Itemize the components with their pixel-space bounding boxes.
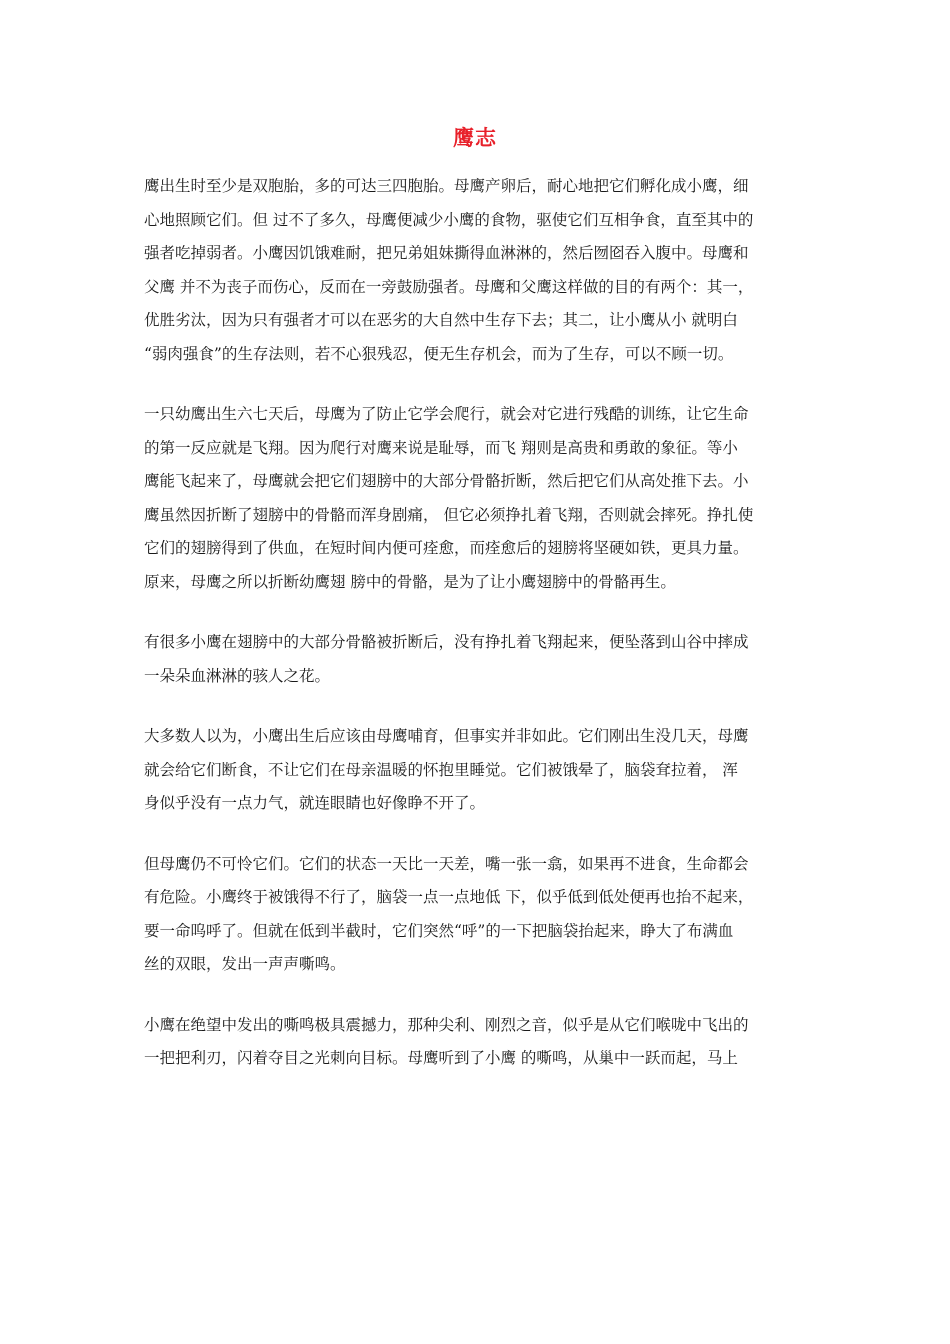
text-line: 强者吃掉弱者。小鹰因饥饿难耐，把兄弟姐妹撕得血淋淋的，然后囫囵吞入腹中。母鹰和 <box>144 244 749 262</box>
text-line: 小鹰在绝望中发出的嘶鸣极具震撼力，那种尖利、刚烈之音，似乎是从它们喉咙中飞出的 <box>144 1015 749 1034</box>
text-line: 一朵朵血淋淋的骇人之花。 <box>144 666 331 685</box>
text-line: 心地照顾它们。但 过不了多久，母鹰便减少小鹰的食物，驱使它们互相争食，直至其中的 <box>144 210 754 229</box>
text-line: 鹰能飞起来了，母鹰就会把它们翅膀中的大部分骨骼折断，然后把它们从高处推下去。小 <box>144 472 749 490</box>
text-line: 大多数人以为，小鹰出生后应该由母鹰哺育，但事实并非如此。它们刚出生没几天，母鹰 <box>144 727 749 745</box>
paragraph-spacer <box>144 371 816 398</box>
text-line: 要一命呜呼了。但就在低到半截时，它们突然“呼”的一下把脑袋抬起来，睁大了布满血 <box>144 921 734 940</box>
text-line: 的第一反应就是飞翔。因为爬行对鹰来说是耻辱，而飞 翔则是高贵和勇敢的象征。等小 <box>144 438 738 457</box>
text-line: 鹰虽然因折断了翅膀中的骨骼而浑身剧痛， 但它必须挣扎着飞翔，否则就会摔死。挣扎使 <box>144 505 754 524</box>
text-line: 鹰出生时至少是双胞胎，多的可达三四胞胎。母鹰产卵后，耐心地把它们孵化成小鹰，细 <box>144 177 749 195</box>
document-body <box>144 170 816 1076</box>
text-line: 优胜劣汰，因为只有强者才可以在恶劣的大自然中生存下去；其二，让小鹰从小 就明白 <box>144 311 738 329</box>
text-line: 身似乎没有一点力气，就连眼睛也好像睁不开了。 <box>144 794 486 812</box>
text-line: 一把把利刃，闪着夺目之光刺向目标。母鹰听到了小鹰 的嘶鸣，从巢中一跃而起，马上 <box>144 1049 738 1067</box>
paragraph-spacer <box>144 599 816 626</box>
text-line: 原来，母鹰之所以折断幼鹰翅 膀中的骨骼，是为了让小鹰翅膀中的骨骼再生。 <box>144 572 676 591</box>
paragraph-spacer <box>144 821 816 848</box>
paragraph-1 <box>144 170 816 371</box>
paragraph-4 <box>144 720 816 821</box>
text-line: 有危险。小鹰终于被饿得不行了，脑袋一点一点地低 下，似乎低到低处便再也抬不起来， <box>144 888 754 906</box>
text-line: 父鹰 并不为丧子而伤心，反而在一旁鼓励强者。母鹰和父鹰这样做的目的有两个：其一， <box>144 277 754 296</box>
paragraph-spacer <box>144 982 816 1009</box>
paragraph-3 <box>144 626 816 693</box>
text-line: 丝的双眼，发出一声声嘶鸣。 <box>144 955 346 973</box>
document-title: 鹰志 <box>453 126 497 150</box>
text-line: 但母鹰仍不可怜它们。它们的状态一天比一天差，嘴一张一翕，如果再不进食，生命都会 <box>144 854 749 873</box>
text-line: 就会给它们断食，不让它们在母亲温暖的怀抱里睡觉。它们被饿晕了，脑袋耷拉着， 浑 <box>144 760 738 779</box>
text-line: 有很多小鹰在翅膀中的大部分骨骼被折断后，没有挣扎着飞翔起来，便坠落到山谷中摔成 <box>144 633 749 651</box>
paragraph-6 <box>144 1009 816 1076</box>
paragraph-5 <box>144 848 816 982</box>
text-line: 一只幼鹰出生六七天后，母鹰为了防止它学会爬行，就会对它进行残酷的训练，让它生命 <box>144 405 749 423</box>
text-line: 它们的翅膀得到了供血，在短时间内便可痊愈，而痊愈后的翅膀将坚硬如铁，更具力量。 <box>144 539 749 557</box>
text-line: “弱肉强食”的生存法则，若不心狠残忍，便无生存机会，而为了生存，可以不顾一切。 <box>144 344 734 363</box>
paragraph-spacer <box>144 693 816 720</box>
paragraph-2 <box>144 398 816 599</box>
